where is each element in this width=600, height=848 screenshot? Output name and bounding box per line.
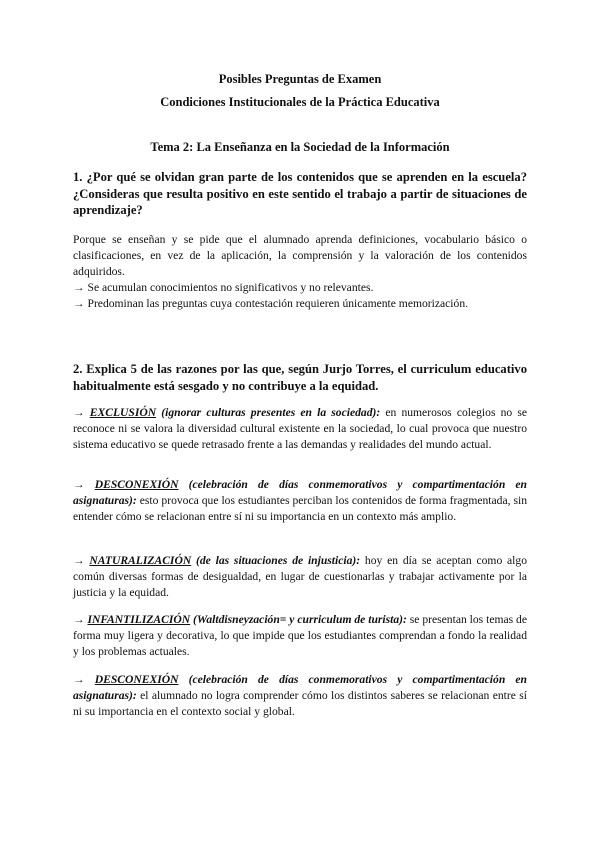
reason-text: el alumnado no logra comprender cómo los distintos saberes se relacionan entre sí ni su importancia en el contexto social y global. [73, 689, 527, 718]
reason-term: DESCONEXIÓN [94, 478, 179, 491]
reason-detail: (ignorar culturas presentes en la sociedad): [156, 406, 381, 419]
reason-item [73, 553, 527, 601]
reason-term: EXCLUSIÓN [89, 406, 157, 419]
reason-detail: (de las situaciones de injusticia): [191, 554, 361, 567]
topic-title: Tema 2: La Enseñanza en la Sociedad de la Información [150, 140, 450, 154]
reason-detail: (Waltdisneyzación= y curriculum de turista): [190, 613, 407, 626]
reason-detail: (celebración de días conmemorativos y compartimentación en asignaturas): [73, 478, 527, 507]
reason-item [73, 672, 527, 720]
arrow-icon: → [73, 673, 95, 686]
reason-item [73, 612, 527, 660]
reason-text: en numerosos colegios no se reconoce ni se valora la diversidad cultural existente en la sociedad, lo cual provoca que nuestro sistema educativo se quede retrasado frente a las demandas y realidades del mundo actual. [73, 406, 528, 451]
arrow-icon: → [73, 554, 90, 567]
answer-1-bullet-2: → Predominan las preguntas cuya contestación requieren únicamente memorización. [73, 297, 469, 310]
reason-item [73, 405, 527, 453]
arrow-icon: → [73, 478, 95, 491]
question-2: 2. Explica 5 de las razones por las que, según Jurjo Torres, el curriculum educativo habitualmente está sesgado y no contribuye a la equidad. [73, 362, 527, 393]
reason-term: INFANTILIZACIÓN [87, 613, 191, 626]
reason-term: DESCONEXIÓN [94, 673, 179, 686]
arrow-icon: → [73, 613, 88, 626]
reason-text: hoy en día se aceptan como algo común diversas formas de desigualdad, en lugar de cuestionarlas y trabajar activamente por la justicia y la equidad. [73, 554, 527, 599]
answer-1-bullet-1: → Se acumulan conocimientos no significativos y no relevantes. [73, 281, 374, 294]
question-1: 1. ¿Por qué se olvidan gran parte de los contenidos que se aprenden en la escuela? ¿Consideras que resulta positivo en este sentido el trabajo a partir de situaciones de aprendizaje? [73, 170, 527, 217]
reason-text: se presentan los temas de forma muy ligera y decorativa, lo que impide que los estudiantes comprendan a fondo la realidad y los problemas actuales. [73, 613, 527, 658]
reason-detail: (celebración de días conmemorativos y compartimentación en asignaturas): [73, 673, 527, 702]
arrow-icon: → [73, 406, 90, 419]
header-title: Posibles Preguntas de Examen [218, 72, 382, 86]
reason-text: esto provoca que los estudiantes perciban los contenidos de forma fragmentada, sin entender cómo se relacionan entre sí ni su importancia en un contexto más amplio. [73, 494, 527, 523]
answer-1: Porque se enseñan y se pide que el alumnado aprenda definiciones, vocabulario básico o clasificaciones, en vez de la aplicación, la comprensión y la valoración de los contenidos adquiridos. [73, 233, 527, 278]
header-subtitle: Condiciones Institucionales de la Práctica Educativa [160, 95, 440, 109]
reason-item [73, 477, 527, 525]
reason-term: NATURALIZACIÓN [89, 554, 192, 567]
